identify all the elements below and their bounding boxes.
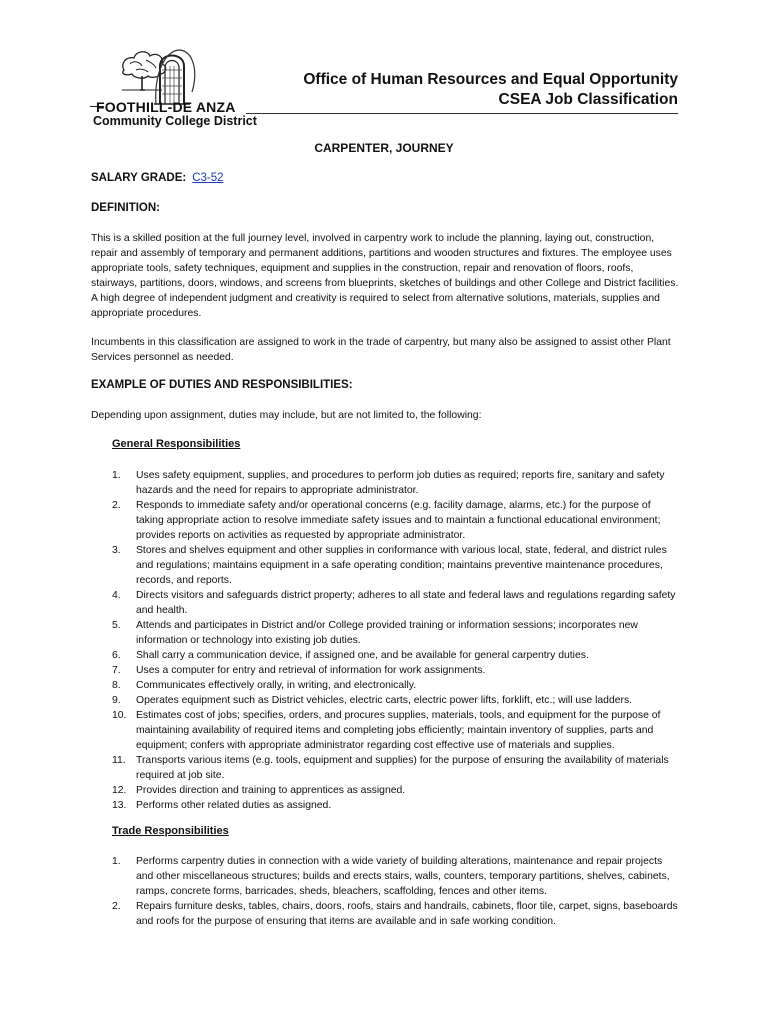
duties-intro: Depending upon assignment, duties may include, but are not limited to, the following: — [91, 410, 482, 421]
definition-paragraph: Incumbents in this classification are assigned to work in the trade of carpentry, but many also be assigned to assist other Plant Services personnel as needed. — [91, 337, 671, 363]
list-item: 12. Provides direction and training to apprentices as assigned. — [112, 785, 406, 796]
list-item: 1. Uses safety equipment, supplies, and procedures to perform job duties as required; reports fire, sanitary and safety hazards and the need for repairs to appropriate administrator. — [112, 470, 665, 496]
list-item: 9. Operates equipment such as District vehicles, electric carts, electric power lifts, forklift, etc.; will use ladders. — [112, 695, 633, 706]
office-name: Office of Human Resources and Equal Opportunity — [303, 71, 678, 88]
header-rule — [246, 113, 678, 114]
trade-responsibilities-list — [112, 854, 678, 929]
list-item: 3. Stores and shelves equipment and other supplies in conformance with various local, state, federal, and district rules and regulations; maintains equipment in a safe operating condition; maintains preventive maintenance procedures, records, and reports. — [112, 545, 667, 586]
list-item: 7. Uses a computer for entry and retrieval of information for work assignments. — [112, 665, 486, 676]
general-responsibilities-list — [112, 468, 678, 813]
list-item: 6. Shall carry a communication device, if assigned one, and be available for general carpentry duties. — [112, 650, 589, 661]
list-item: 4. Directs visitors and safeguards district property; adheres to all state and federal laws and regulations regarding safety and health. — [112, 590, 676, 616]
list-item: 2. Responds to immediate safety and/or operational concerns (e.g. facility damage, alarms, etc.) for the purpose of taking appropriate action to resolve immediate safety issues and to maintain a functional educational environment; provides reports on activities as requested by appropriate administrator. — [112, 500, 661, 541]
definition-paragraph: This is a skilled position at the full journey level, involved in carpentry work to include the planning, laying out, construction, repair and assembly of temporary and permanent additions, partitions and wooden structures and fixtures. The employee uses appropriate tools, safety techniques, equipment and supplies in the construction, repair and renovation of floors, roofs, stairways, partitions, doors, windows, and screens from blueprints, sketches of buildings and other College and District facilities. A high degree of independent judgment and creativity is required to select from alternative solutions, materials, supplies and appropriate procedures. — [91, 233, 679, 319]
general-responsibilities-heading: General Responsibilities — [112, 438, 241, 450]
salary-grade-label: SALARY GRADE: — [91, 172, 187, 184]
list-item: 13. Performs other related duties as assigned. — [112, 800, 332, 811]
salary-grade — [91, 172, 224, 184]
job-title: CARPENTER, JOURNEY — [314, 141, 454, 155]
duties-heading: EXAMPLE OF DUTIES AND RESPONSIBILITIES: — [91, 379, 353, 391]
trade-responsibilities-heading: Trade Responsibilities — [112, 825, 229, 837]
header-title — [303, 70, 678, 110]
list-item: 5. Attends and participates in District and/or College provided training or information sessions; incorporates new information or technology into existing job duties. — [112, 620, 638, 646]
list-item: 8. Communicates effectively orally, in writing, and electronically. — [112, 680, 417, 691]
definition-heading: DEFINITION: — [91, 202, 160, 214]
list-item: 2. Repairs furniture desks, tables, chairs, doors, roofs, stairs and handrails, cabinets, floor tile, carpet, signs, baseboards and roofs for the purpose of ensuring that items are available and in safe working condition. — [112, 901, 678, 927]
district-name: FOOTHILL-DE ANZA — [96, 99, 236, 115]
list-item: 1. Performs carpentry duties in connection with a wide variety of building alterations, maintenance and repair projects and other miscellaneous structures; builds and erects stairs, walls, counters, temporary partitions, shelves, cabinets, ramps, concrete forms, barricades, sheds, bleachers, scaffolding, fences and other items. — [112, 856, 670, 897]
list-item: 10. Estimates cost of jobs; specifies, orders, and procures supplies, materials, tools, and equipment for the purpose of maintaining availability of required items and completing jobs efficiently; maintain inventory of supplies, parts and equipment; confers with appropriate administrator regarding cost effective use of materials and supplies. — [112, 710, 661, 751]
salary-grade-link[interactable]: C3-52 — [192, 172, 224, 184]
classification-name: CSEA Job Classification — [498, 91, 678, 108]
list-item: 11. Transports various items (e.g. tools, equipment and supplies) for the purpose of ensuring the availability of materials required at job site. — [112, 755, 669, 781]
district-subtitle: Community College District — [93, 114, 257, 128]
